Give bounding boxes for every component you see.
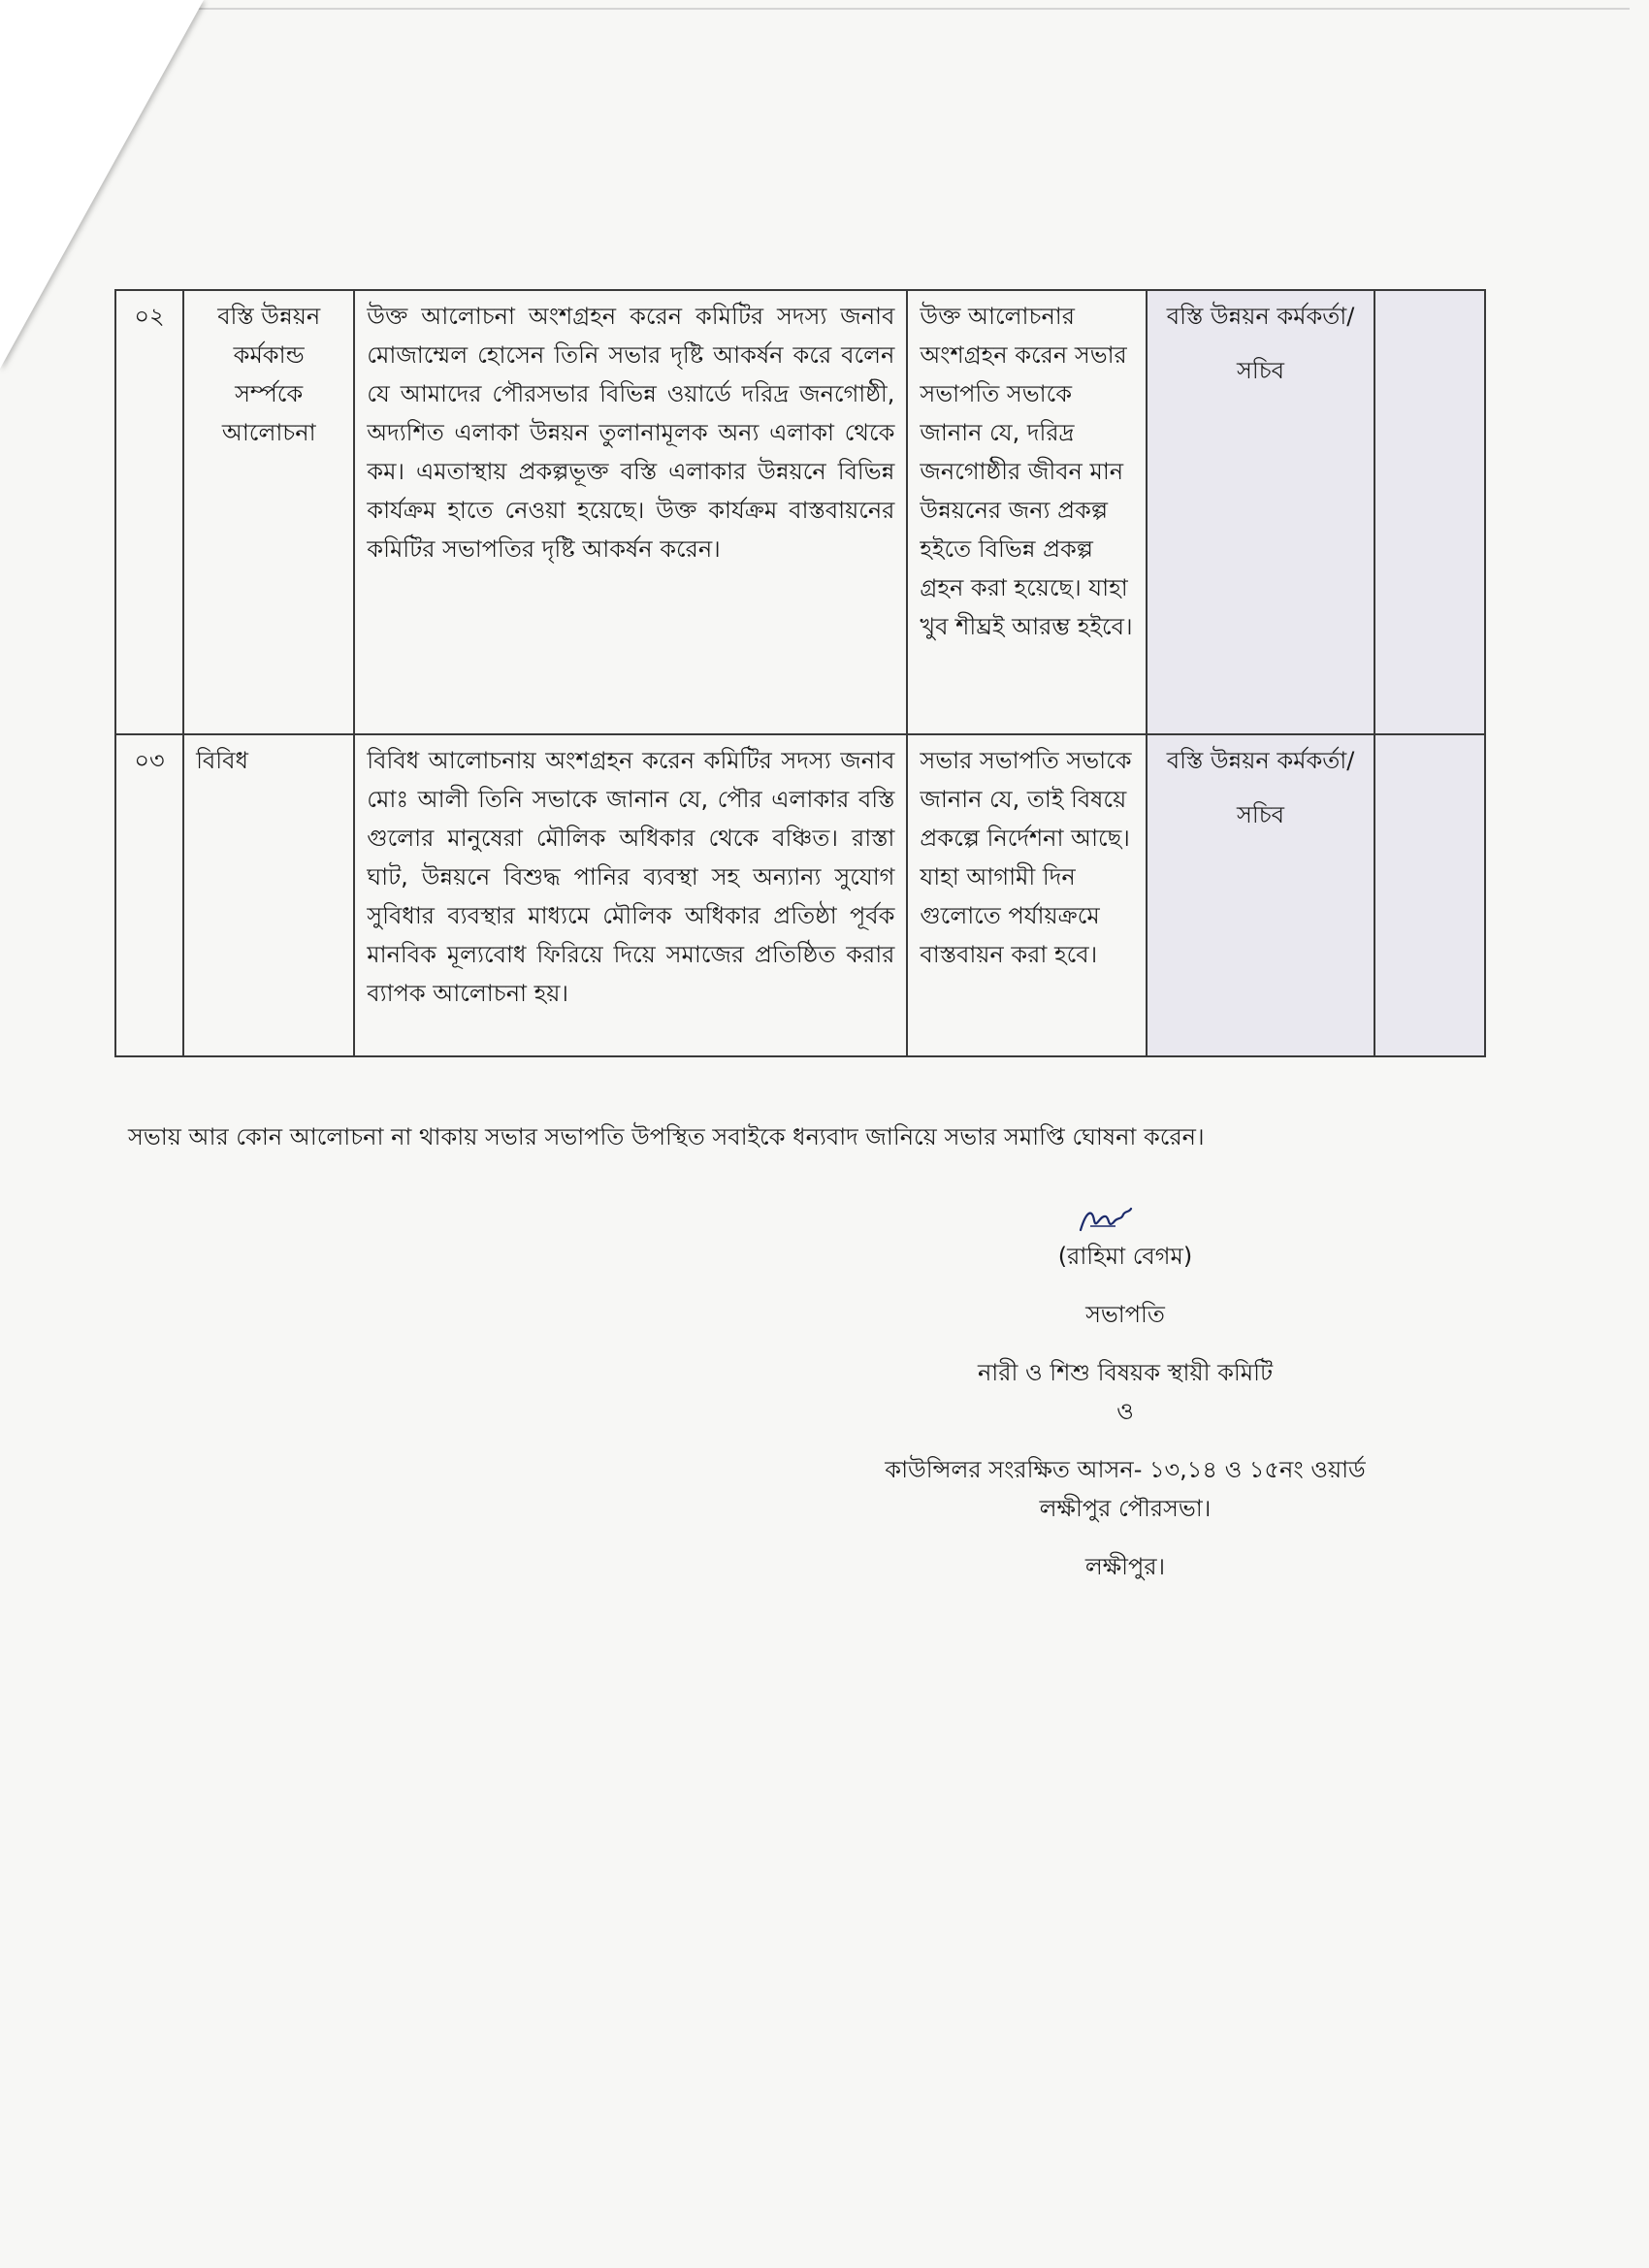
signatory-name: (রাহিমা বেগম) — [1057, 1243, 1193, 1270]
responsible-officer: বস্তি উন্নয়ন কর্মকর্তা/ — [1166, 747, 1355, 774]
decision-text: সভার সভাপতি সভাকে জানান যে, তাই বিষয়ে প্রকল্পে নির্দেশনা আছে। যাহা আগামী দিন গুলোতে পর্যায়ক্রমে বাস্তবায়ন করা হবে। — [907, 734, 1146, 1056]
blank-cell — [1374, 734, 1485, 1056]
responsible-cell — [1147, 734, 1375, 1056]
decision-text: উক্ত আলোচনার অংশগ্রহন করেন সভার সভাপতি সভাকে জানান যে, দরিদ্র জনগোষ্ঠীর জীবন মান উন্নয়নের জন্য প্রকল্প হইতে বিভিন্ন প্রকল্প গ্রহন করা হয়েছে। যাহা খুব শীঘ্রই আরম্ভ হইবে। — [907, 290, 1146, 734]
responsible-officer: বস্তি উন্নয়ন কর্মকর্তা/ — [1166, 303, 1355, 330]
table-row — [115, 290, 1485, 734]
closing-statement: সভায় আর কোন আলোচনা না থাকায় সভার সভাপতি উপস্থিত সবাইকে ধন্যবাদ জানিয়ে সভার সমাপ্তি ঘোষনা করেন। — [128, 1123, 1205, 1150]
signatory-municipality: লক্ষীপুর পৌরসভা। — [1039, 1495, 1212, 1522]
scan-top-edge — [194, 8, 1630, 10]
responsible-secretary: সচিব — [1237, 801, 1285, 828]
signatory-committee: নারী ও শিশু বিষয়ক স্থায়ী কমিটি — [977, 1359, 1274, 1386]
signatory-title: সভাপতি — [1085, 1301, 1165, 1328]
table-row — [115, 734, 1485, 1056]
serial-number: ০২ — [115, 290, 183, 734]
handwritten-signature — [1077, 1201, 1135, 1242]
signature-block — [795, 1237, 1455, 1586]
responsible-cell — [1147, 290, 1375, 734]
signatory-conjunction: ও — [1116, 1398, 1134, 1425]
blank-cell — [1374, 290, 1485, 734]
agenda-topic: বিবিধ — [183, 734, 354, 1056]
serial-number: ০৩ — [115, 734, 183, 1056]
signatory-council-seat: কাউন্সিলর সংরক্ষিত আসন- ১৩,১৪ ও ১৫নং ওয়ার্ড — [885, 1456, 1366, 1483]
minutes-table — [114, 289, 1486, 1057]
agenda-topic: বস্তি উন্নয়ন কর্মকান্ড সর্ম্পকে আলোচনা — [183, 290, 354, 734]
discussion-text: বিবিধ আলোচনায় অংশগ্রহন করেন কমিটির সদস্য জনাব মোঃ আলী তিনি সভাকে জানান যে, পৌর এলাকার বস্তি গুলোর মানুষেরা মৌলিক অধিকার থেকে বঞ্চিত। রাস্তা ঘাট, উন্নয়নে বিশুদ্ধ পানির ব্যবস্থা সহ অন্যান্য সুযোগ সুবিধার ব্যবস্থার মাধ্যমে মৌলিক অধিকার প্রতিষ্ঠা পূর্বক মানবিক মূল্যবোধ ফিরিয়ে দিয়ে সমাজের প্রতিষ্ঠিত করার ব্যাপক আলোচনা হয়। — [354, 734, 907, 1056]
discussion-text: উক্ত আলোচনা অংশগ্রহন করেন কমিটির সদস্য জনাব মোজাম্মেল হোসেন তিনি সভার দৃষ্টি আকর্ষন করে বলেন যে আমাদের পৌরসভার বিভিন্ন ওয়ার্ডে দরিদ্র জনগোষ্ঠী, অদ্যশিত এলাকা উন্নয়ন তুলানামূলক অন্য এলাকা থেকে কম। এমতাস্থায় প্রকল্পভূক্ত বস্তি এলাকার উন্নয়নে বিভিন্ন কার্যক্রম হাতে নেওয়া হয়েছে। উক্ত কার্যক্রম বাস্তবায়নের কমিটির সভাপতির দৃষ্টি আকর্ষন করেন। — [354, 290, 907, 734]
responsible-secretary: সচিব — [1237, 357, 1285, 384]
signatory-district: লক্ষীপুর। — [1084, 1553, 1166, 1580]
